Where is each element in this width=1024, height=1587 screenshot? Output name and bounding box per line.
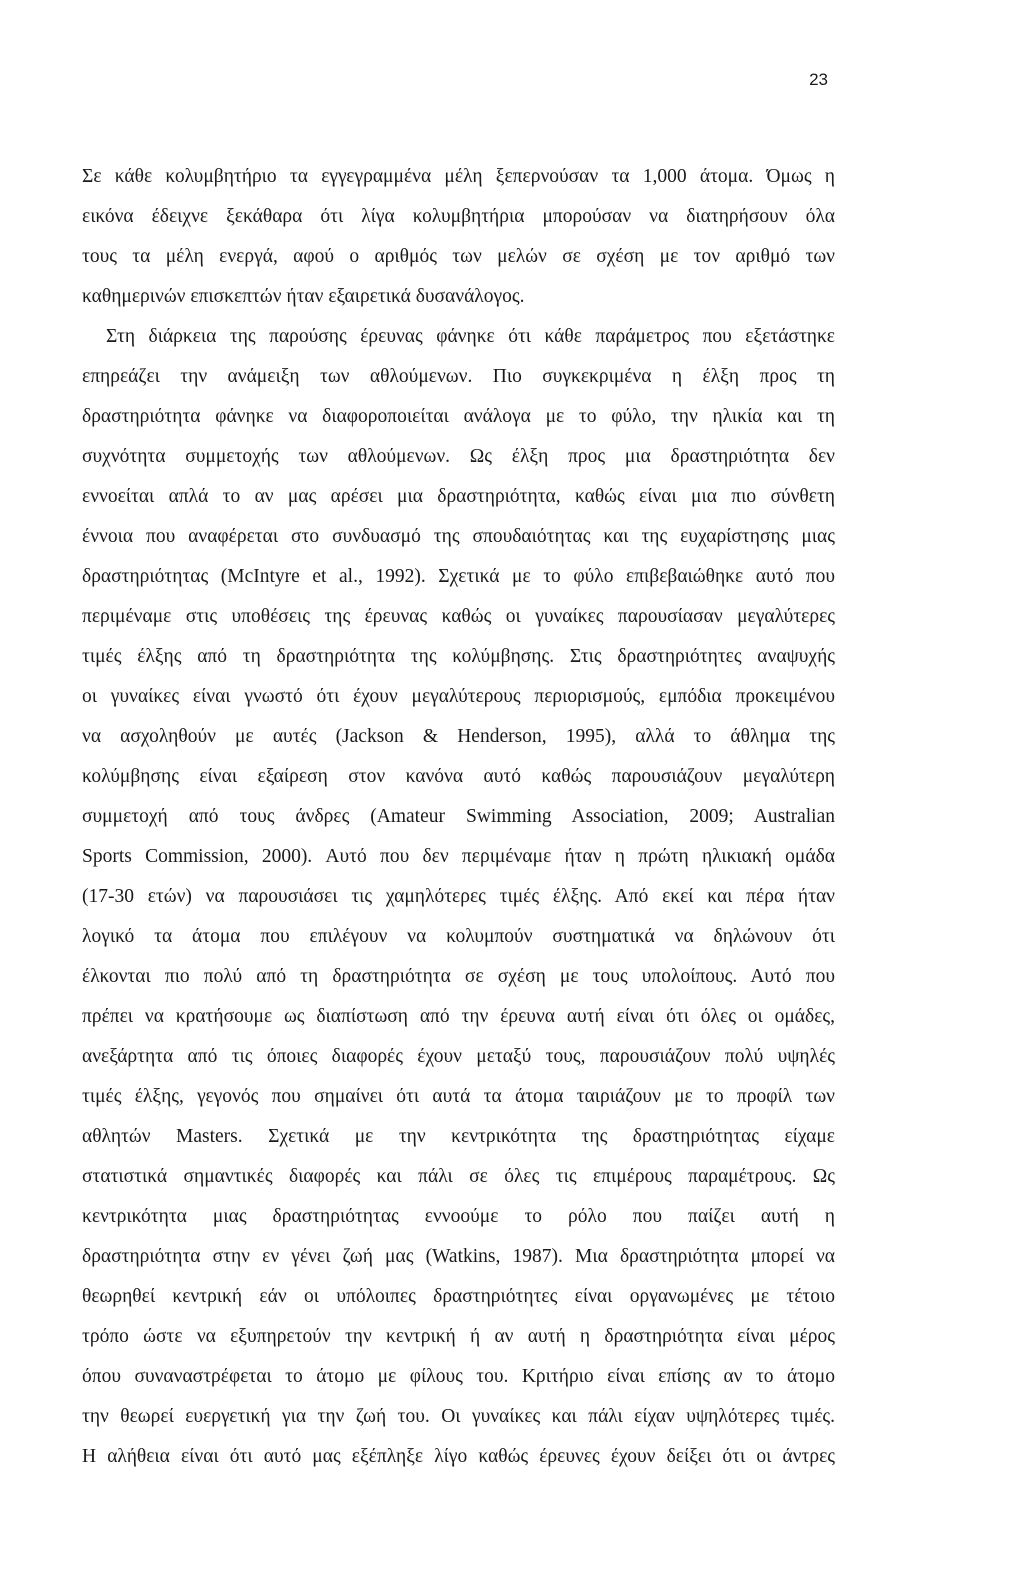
text-line: συχνότητα συμμετοχής των αθλούμενων. Ως έλξη προς μια δραστηριότητα δεν xyxy=(82,446,835,467)
text-line: τρόπο ώστε να εξυπηρετούν την κεντρική ή αν αυτή η δραστηριότητα είναι μέρος xyxy=(82,1326,835,1347)
text-line: δραστηριότητα φάνηκε να διαφοροποιείται ανάλογα με το φύλο, την ηλικία και τη xyxy=(82,406,835,427)
text-line: συμμετοχή από τους άνδρες (Amateur Swimming Association, 2009; Australian xyxy=(82,806,835,827)
text-line: επηρεάζει την ανάμειξη των αθλούμενων. Πιο συγκεκριμένα η έλξη προς τη xyxy=(82,366,835,387)
text-line: εννοείται απλά το αν μας αρέσει μια δραστηριότητα, καθώς είναι μια πιο σύνθετη xyxy=(82,486,835,507)
text-line: στατιστικά σημαντικές διαφορές και πάλι σε όλες τις επιμέρους παραμέτρους. Ως xyxy=(82,1166,835,1187)
text-line: κολύμβησης είναι εξαίρεση στον κανόνα αυτό καθώς παρουσιάζουν μεγαλύτερη xyxy=(82,766,835,787)
text-line: Sports Commission, 2000). Αυτό που δεν περιμέναμε ήταν η πρώτη ηλικιακή ομάδα xyxy=(82,846,835,867)
text-line: λογικό τα άτομα που επιλέγουν να κολυμπούν συστηματικά να δηλώνουν ότι xyxy=(82,926,835,947)
text-line: να ασχοληθούν με αυτές (Jackson & Henderson, 1995), αλλά το άθλημα της xyxy=(82,726,835,747)
text-line: ανεξάρτητα από τις όποιες διαφορές έχουν μεταξύ τους, παρουσιάζουν πολύ υψηλές xyxy=(82,1046,835,1067)
text-line: δραστηριότητας (McIntyre et al., 1992). Σχετικά με το φύλο επιβεβαιώθηκε αυτό που xyxy=(82,566,835,587)
text-line: τιμές έλξης, γεγονός που σημαίνει ότι αυτά τα άτομα ταιριάζουν με το προφίλ των xyxy=(82,1086,835,1107)
text-line: θεωρηθεί κεντρική εάν οι υπόλοιπες δραστηριότητες είναι οργανωμένες με τέτοιο xyxy=(82,1286,835,1307)
text-line: δραστηριότητα στην εν γένει ζωή μας (Watkins, 1987). Μια δραστηριότητα μπορεί να xyxy=(82,1246,835,1267)
text-line: έλκονται πιο πολύ από τη δραστηριότητα σε σχέση με τους υπολοίπους. Αυτό που xyxy=(82,966,835,987)
text-line: όπου συναναστρέφεται το άτομο με φίλους του. Κριτήριο είναι επίσης αν το άτομο xyxy=(82,1366,835,1387)
page-number: 23 xyxy=(809,70,828,89)
text-line: κεντρικότητα μιας δραστηριότητας εννοούμε το ρόλο που παίζει αυτή η xyxy=(82,1206,835,1227)
text-line: αθλητών Masters. Σχετικά με την κεντρικότητα της δραστηριότητας είχαμε xyxy=(82,1126,835,1147)
text-line: πρέπει να κρατήσουμε ως διαπίστωση από την έρευνα αυτή είναι ότι όλες οι ομάδες, xyxy=(82,1006,835,1027)
text-line: εικόνα έδειχνε ξεκάθαρα ότι λίγα κολυμβητήρια μπορούσαν να διατηρήσουν όλα xyxy=(82,206,835,227)
text-line: (17-30 ετών) να παρουσιάσει τις χαμηλότερες τιμές έλξης. Από εκεί και πέρα ήταν xyxy=(82,886,835,907)
text-line: τους τα μέλη ενεργά, αφού ο αριθμός των μελών σε σχέση με τον αριθμό των xyxy=(82,246,835,267)
text-line: Η αλήθεια είναι ότι αυτό μας εξέπληξε λίγο καθώς έρευνες έχουν δείξει ότι οι άντρες xyxy=(82,1446,835,1467)
text-line: Στη διάρκεια της παρούσης έρευνας φάνηκε ότι κάθε παράμετρος που εξετάστηκε xyxy=(106,326,835,347)
text-line: καθημερινών επισκεπτών ήταν εξαιρετικά δυσανάλογος. xyxy=(82,286,525,307)
text-line: την θεωρεί ευεργετική για την ζωή του. Οι γυναίκες και πάλι είχαν υψηλότερες τιμές. xyxy=(82,1406,835,1427)
text-line: έννοια που αναφέρεται στο συνδυασμό της σπουδαιότητας και της ευχαρίστησης μιας xyxy=(82,526,835,547)
text-line: τιμές έλξης από τη δραστηριότητα της κολύμβησης. Στις δραστηριότητες αναψυχής xyxy=(82,646,835,667)
text-line: περιμέναμε στις υποθέσεις της έρευνας καθώς οι γυναίκες παρουσίασαν μεγαλύτερες xyxy=(82,606,835,627)
text-line: οι γυναίκες είναι γνωστό ότι έχουν μεγαλύτερους περιορισμούς, εμπόδια προκειμένου xyxy=(82,686,835,707)
text-line: Σε κάθε κολυμβητήριο τα εγγεγραμμένα μέλη ξεπερνούσαν τα 1,000 άτομα. Όμως η xyxy=(82,166,835,187)
body-text xyxy=(82,157,835,1477)
